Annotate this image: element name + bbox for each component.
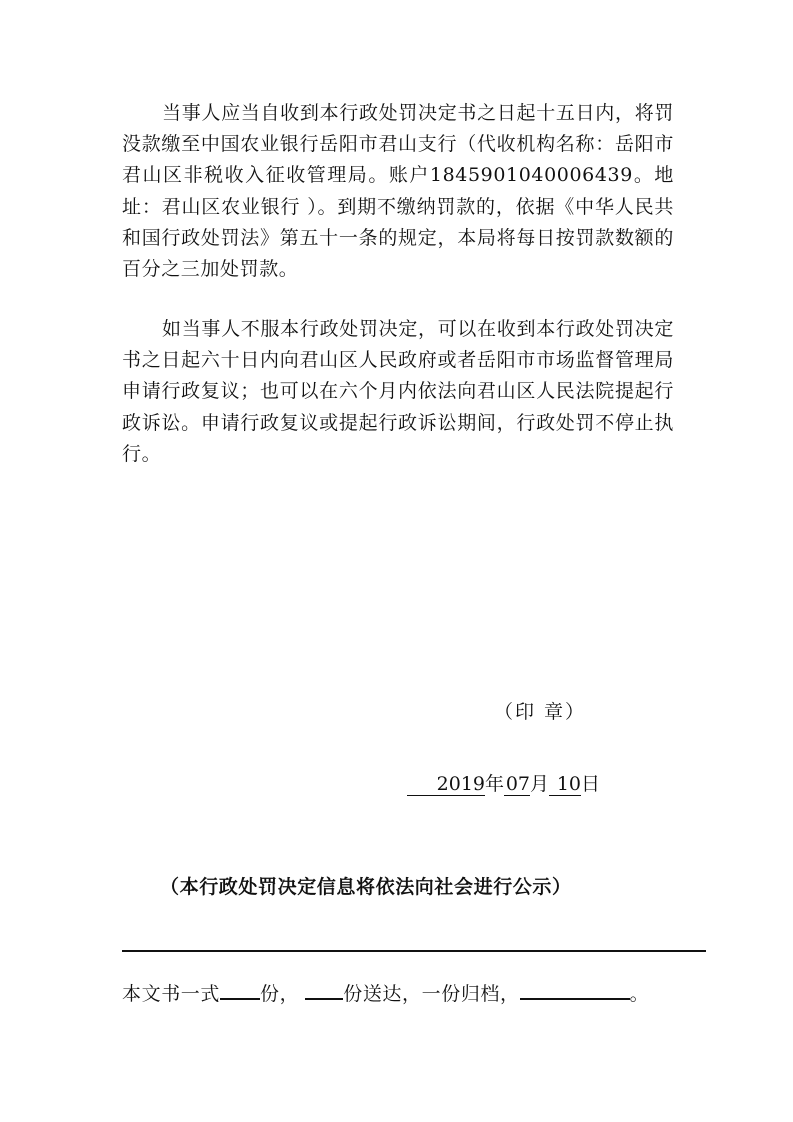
separator-line [122, 950, 706, 952]
seal-placeholder: （印 章） [494, 701, 587, 723]
appeal-rights-paragraph: 如当事人不服本行政处罚决定，可以在收到本行政处罚决定书之日起六十日内向君山区人民政府或者岳阳市市场监督管理局申请行政复议；也可以在六个月内依法向君山区人民法院提起行政诉讼。申请行政复议或提起行政诉讼期间，行政处罚不停止执行。 [122, 318, 674, 465]
copies-text-1: 本文书一式 [122, 983, 221, 1005]
archive-blank [520, 980, 630, 1000]
copies-line [122, 979, 649, 1006]
copies-count-blank [220, 980, 260, 1000]
date-month: 07 [505, 773, 531, 795]
issue-date [407, 769, 600, 796]
date-month-unit: 月 [530, 773, 550, 795]
date-day: 10 [549, 773, 581, 796]
copies-text-4: 。 [629, 983, 650, 1005]
date-year: 2019 [407, 773, 485, 796]
date-day-unit: 日 [581, 773, 601, 795]
copies-text-3: 份送达，一份归档， [343, 983, 520, 1005]
payment-instructions-paragraph: 当事人应当自收到本行政处罚决定书之日起十五日内，将罚没款缴至中国农业银行岳阳市君山支行（代收机构名称：岳阳市君山区非税收入征收管理局。账户1845901040006439。地址：君山区农业银行 ）。到期不缴纳罚款的，依据《中华人民共和国行政处罚法》第五十一条的规定，本局将每日按罚款数额的百分之三加处罚款。 [122, 102, 674, 281]
copies-delivered-blank [305, 980, 343, 1000]
date-year-unit: 年 [485, 773, 505, 795]
copies-text-2: 份， [260, 983, 300, 1005]
public-disclosure-notice: （本行政处罚决定信息将依法向社会进行公示） [160, 876, 572, 898]
